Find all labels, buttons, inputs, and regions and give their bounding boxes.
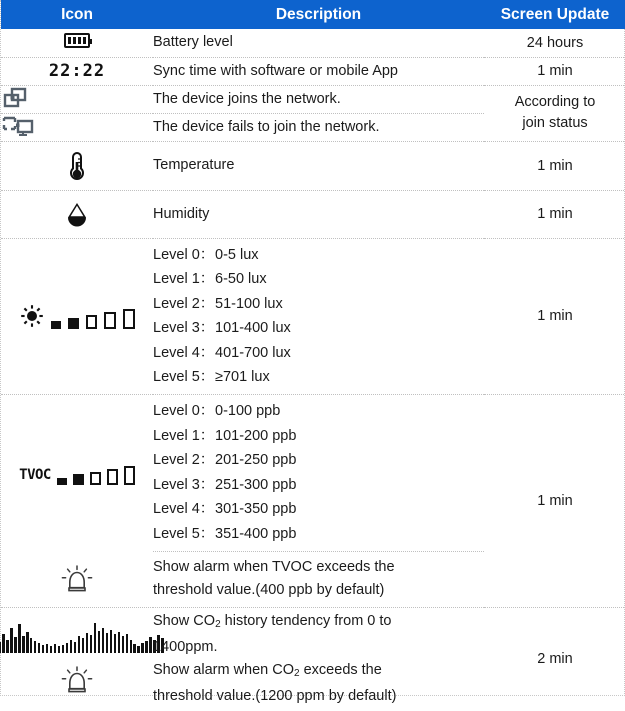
description-cell-network-fail bbox=[153, 113, 484, 141]
description-text: The device fails to join the network. bbox=[153, 118, 380, 135]
histogram-bar bbox=[78, 636, 81, 653]
sun-level-icon bbox=[1, 303, 153, 329]
histogram-bar bbox=[10, 628, 13, 653]
level-bar-5 bbox=[123, 309, 135, 329]
description-cell-humidity bbox=[153, 190, 484, 238]
table-row-illuminance bbox=[1, 238, 625, 395]
network-join-icon bbox=[1, 87, 31, 111]
tvoc-level-icon bbox=[1, 461, 153, 485]
description-cell-battery bbox=[153, 29, 484, 57]
level-item bbox=[153, 316, 484, 341]
level-value: 0-100 ppb bbox=[215, 403, 281, 420]
description-cell-network-join bbox=[153, 85, 484, 113]
column-header-icon: Icon bbox=[1, 0, 153, 29]
level-item bbox=[153, 292, 484, 317]
co2-history-bars-icon bbox=[0, 623, 164, 653]
level-value: 301-350 ppb bbox=[215, 501, 297, 518]
level-bar-4 bbox=[104, 312, 116, 329]
histogram-bar bbox=[137, 646, 140, 653]
battery-icon bbox=[64, 33, 90, 48]
level-item bbox=[153, 341, 484, 366]
histogram-bar bbox=[126, 634, 129, 653]
histogram-bar bbox=[141, 643, 144, 653]
level-item bbox=[153, 497, 484, 522]
description-line-1 bbox=[153, 610, 484, 636]
screen-update-cell-network bbox=[484, 85, 625, 141]
level-label: Level 0： bbox=[153, 403, 215, 420]
level-label: Level 1： bbox=[153, 427, 215, 444]
histogram-bar bbox=[0, 642, 1, 653]
level-item bbox=[153, 365, 484, 390]
description-cell-temperature bbox=[153, 141, 484, 190]
description-text: Sync time with software or mobile App bbox=[153, 62, 398, 79]
icon-cell-illuminance bbox=[1, 238, 153, 395]
level-bar-1 bbox=[57, 478, 67, 485]
co2-subscript: 2 bbox=[215, 619, 221, 631]
description-cell-sync-time bbox=[153, 57, 484, 85]
histogram-bar bbox=[110, 630, 113, 653]
histogram-bar bbox=[122, 636, 125, 653]
level-bar-3 bbox=[86, 315, 97, 329]
table-row-co2 bbox=[1, 607, 625, 711]
histogram-bar bbox=[66, 643, 69, 653]
level-label: Level 5： bbox=[153, 369, 215, 386]
table-row-network-join bbox=[1, 85, 625, 113]
table-row-humidity bbox=[1, 190, 625, 238]
level-item bbox=[153, 448, 484, 473]
histogram-bar bbox=[98, 631, 101, 653]
level-label: Level 2： bbox=[153, 452, 215, 469]
histogram-bar bbox=[2, 634, 5, 653]
level-value: 401-700 lux bbox=[215, 344, 291, 361]
level-bar-2 bbox=[68, 318, 79, 329]
level-label: Level 5： bbox=[153, 526, 215, 543]
description-line-1-pre: Show CO bbox=[153, 613, 216, 630]
level-item bbox=[153, 243, 484, 268]
network-fail-icon bbox=[1, 115, 35, 139]
histogram-bar bbox=[14, 637, 17, 653]
icon-cell-temperature bbox=[1, 141, 153, 190]
description-text: The device joins the network. bbox=[153, 90, 341, 107]
table-row-battery bbox=[1, 29, 625, 57]
histogram-bar bbox=[54, 644, 57, 653]
level-value: 201-250 ppb bbox=[215, 452, 297, 469]
screen-update-cell-illuminance: 1 min bbox=[484, 238, 625, 395]
battery-segments bbox=[68, 37, 86, 44]
description-line-2: threshold value.(400 ppb by default) bbox=[153, 582, 385, 599]
histogram-bar bbox=[149, 637, 152, 653]
co2-icon-stack bbox=[1, 623, 153, 695]
level-label: Level 1： bbox=[153, 271, 215, 288]
icon-cell-humidity bbox=[1, 190, 153, 238]
level-item bbox=[153, 522, 484, 547]
icon-cell-tvoc-alarm bbox=[1, 551, 153, 607]
histogram-bar bbox=[106, 633, 109, 653]
column-header-screen-update: Screen Update bbox=[484, 0, 625, 29]
level-value: ≥701 lux bbox=[215, 369, 270, 386]
histogram-bar bbox=[46, 644, 49, 653]
level-bar-1 bbox=[51, 321, 61, 329]
level-value: 51-100 lux bbox=[215, 295, 283, 312]
description-cell-co2 bbox=[153, 607, 484, 711]
histogram-bar bbox=[6, 640, 9, 653]
histogram-bar bbox=[42, 645, 45, 653]
water-drop-icon bbox=[66, 201, 88, 227]
screen-update-cell-tvoc: 1 min bbox=[484, 395, 625, 608]
histogram-bar bbox=[130, 640, 133, 653]
level-bar-2 bbox=[73, 474, 84, 485]
description-cell-tvoc-alarm bbox=[153, 551, 484, 607]
level-label: Level 3： bbox=[153, 476, 215, 493]
description-line-3 bbox=[153, 659, 484, 685]
alarm-light-icon bbox=[60, 665, 94, 695]
level-label: Level 4： bbox=[153, 344, 215, 361]
histogram-bar bbox=[58, 646, 61, 653]
description-text: Battery level bbox=[153, 34, 233, 51]
histogram-bar bbox=[34, 641, 37, 653]
illuminance-level-list bbox=[153, 239, 484, 395]
histogram-bar bbox=[86, 633, 89, 653]
screen-update-cell-battery: 24 hours bbox=[484, 29, 625, 57]
alarm-light-icon bbox=[60, 564, 94, 594]
histogram-bar bbox=[30, 638, 33, 653]
screen-update-line-1: According to bbox=[514, 94, 596, 110]
icon-cell-network-fail bbox=[1, 113, 153, 141]
level-item bbox=[153, 399, 484, 424]
level-value: 101-400 lux bbox=[215, 320, 291, 337]
tvoc-level-list bbox=[153, 395, 484, 551]
table-row-tvoc bbox=[1, 395, 625, 552]
screen-update-cell-temperature: 1 min bbox=[484, 141, 625, 190]
level-value: 351-400 ppb bbox=[215, 526, 297, 543]
histogram-bar bbox=[62, 645, 65, 653]
level-label: Level 3： bbox=[153, 320, 215, 337]
screen-update-cell-humidity: 1 min bbox=[484, 190, 625, 238]
description-line-3-post: exceeds the bbox=[299, 662, 382, 679]
histogram-bar bbox=[26, 632, 29, 653]
histogram-bar bbox=[74, 642, 77, 653]
thermometer-icon bbox=[67, 150, 87, 182]
histogram-bar bbox=[38, 643, 41, 653]
co2-subscript: 2 bbox=[294, 668, 300, 680]
description-line-1: Show alarm when TVOC exceeds the bbox=[153, 559, 395, 576]
level-item bbox=[153, 267, 484, 292]
icon-description-table bbox=[1, 0, 625, 711]
histogram-bar bbox=[70, 640, 73, 653]
icon-cell-tvoc bbox=[1, 395, 153, 552]
histogram-bar bbox=[133, 644, 136, 653]
table-header-row bbox=[1, 0, 625, 29]
table-row-sync-time bbox=[1, 57, 625, 85]
level-label: Level 4： bbox=[153, 501, 215, 518]
histogram-bar bbox=[118, 632, 121, 653]
level-value: 101-200 ppb bbox=[215, 427, 297, 444]
histogram-bar bbox=[90, 635, 93, 653]
histogram-bar bbox=[102, 628, 105, 653]
digital-clock-icon: 22:22 bbox=[48, 61, 106, 81]
level-bar-4 bbox=[107, 469, 118, 485]
description-line-2: 1400ppm. bbox=[153, 639, 218, 656]
description-cell-illuminance bbox=[153, 238, 484, 395]
sun-icon bbox=[20, 304, 44, 328]
histogram-bar bbox=[82, 638, 85, 653]
description-line-1-post: history tendency from 0 to bbox=[220, 613, 392, 630]
level-bar-3 bbox=[90, 472, 101, 485]
screen-update-cell-co2: 2 min bbox=[537, 651, 573, 668]
level-bar-5 bbox=[124, 466, 135, 485]
histogram-bar bbox=[22, 636, 25, 653]
description-cell-tvoc bbox=[153, 395, 484, 552]
icon-cell-network-join bbox=[1, 85, 153, 113]
level-value: 0-5 lux bbox=[215, 246, 259, 263]
description-line-3-pre: Show alarm when CO bbox=[153, 662, 295, 679]
icon-cell-battery bbox=[1, 29, 153, 57]
histogram-bar bbox=[94, 623, 97, 653]
histogram-bar bbox=[18, 624, 21, 653]
level-value: 251-300 ppb bbox=[215, 476, 297, 493]
icon-cell-digital-clock bbox=[1, 57, 153, 85]
level-label: Level 0： bbox=[153, 246, 215, 263]
screen-update-line-2: join status bbox=[522, 115, 588, 131]
icon-cell-co2 bbox=[1, 607, 153, 711]
description-text: Temperature bbox=[153, 157, 235, 173]
level-label: Level 2： bbox=[153, 295, 215, 312]
histogram-bar bbox=[114, 634, 117, 653]
histogram-bar bbox=[50, 646, 53, 653]
histogram-bar bbox=[145, 641, 148, 653]
column-header-description: Description bbox=[153, 0, 484, 29]
table-row-temperature bbox=[1, 141, 625, 190]
screen-update-cell-sync-time: 1 min bbox=[484, 57, 625, 85]
description-line-4: threshold value.(1200 ppm by default) bbox=[153, 688, 397, 705]
tvoc-label: TVOC bbox=[19, 467, 51, 484]
description-text: Humidity bbox=[153, 205, 210, 222]
level-value: 6-50 lux bbox=[215, 271, 267, 288]
level-item bbox=[153, 473, 484, 498]
level-item bbox=[153, 424, 484, 449]
